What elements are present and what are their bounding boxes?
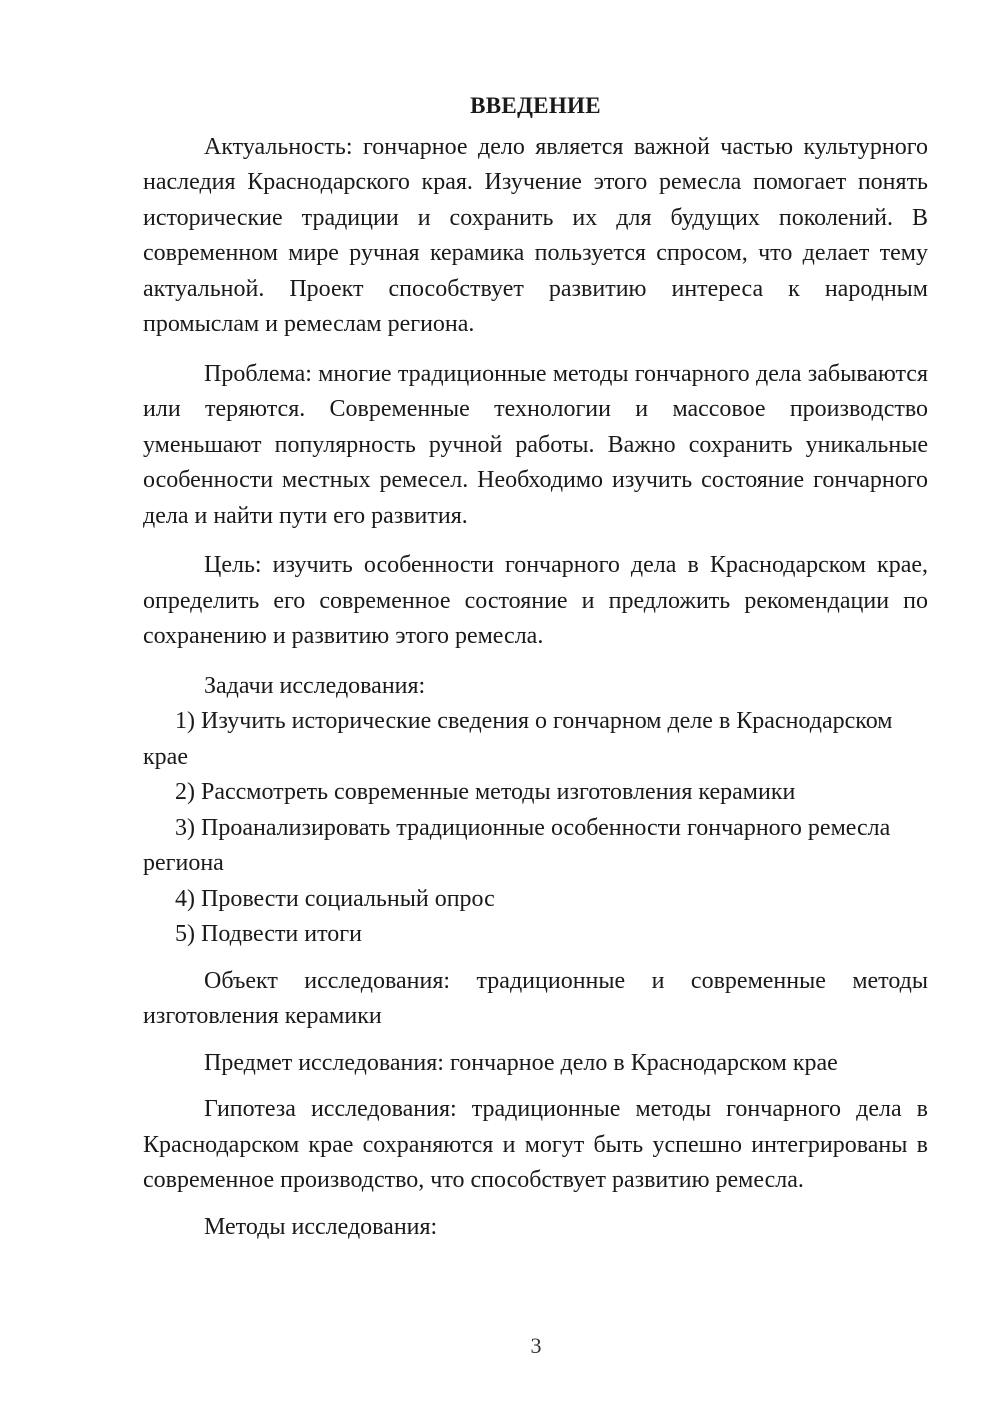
object-paragraph: Объект исследования: традиционные и современные методы изготовления керамики [143,967,928,1029]
task-item-2: 2) Рассмотреть современные методы изготовления керамики [175,779,796,805]
section-heading: ВВЕДЕНИЕ [470,93,601,118]
task-item-3: 3) Проанализировать традиционные особенности гончарного ремесла региона [143,814,891,876]
task-item-1: 1) Изучить исторические сведения о гончарном деле в Краснодарском крае [143,708,893,770]
page-number: 3 [530,1333,542,1358]
task-item-5: 5) Подвести итоги [175,921,362,947]
hypothesis-paragraph: Гипотеза исследования: традиционные методы гончарного дела в Краснодарском крае сохраняются и могут быть успешно интегрированы в современное производство, что способствует развитию ремесла. [143,1096,928,1193]
relevance-paragraph: Актуальность: гончарное дело является важной частью культурного наследия Краснодарского края. Изучение этого ремесла помогает понять исторические традиции и сохранить их для будущих поколений. В современном мире ручная керамика пользуется спросом, что делает тему актуальной. Проект способствует развитию интереса к народным промыслам и ремеслам региона. [143,133,928,337]
goal-paragraph: Цель: изучить особенности гончарного дела в Краснодарском крае, определить его современное состояние и предложить рекомендации по сохранению и развитию этого ремесла. [143,552,928,649]
task-item-4: 4) Провести социальный опрос [175,885,495,912]
problem-paragraph: Проблема: многие традиционные методы гончарного дела забываются или теряются. Современные технологии и массовое производство уменьшают популярность ручной работы. Важно сохранить уникальные особенности местных ремесел. Необходимо изучить состояние гончарного дела и найти пути его развития. [143,360,928,529]
tasks-title: Задачи исследования: [204,672,426,699]
subject-paragraph: Предмет исследования: гончарное дело в Краснодарском крае [204,1049,838,1076]
page-content [143,88,928,1245]
methods-title: Методы исследования: [204,1213,438,1240]
